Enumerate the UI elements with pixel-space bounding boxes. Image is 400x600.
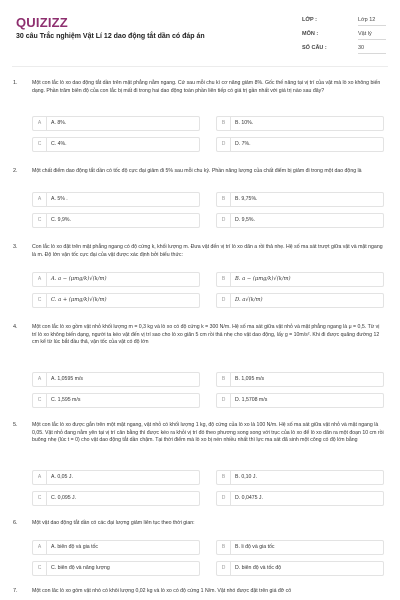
quizizz-logo: QUIZIZZ <box>16 15 68 30</box>
option-d[interactable]: D D. a√(k/m) <box>216 293 384 308</box>
option-a[interactable]: A A. a − (μmg/k)√(k/m) <box>32 272 200 287</box>
option-c[interactable]: C C. biên độ và năng lượng <box>32 561 200 576</box>
option-b[interactable]: B B. a − (μmg/k)√(k/m) <box>216 272 384 287</box>
question-text: Con lắc lò xo đặt trên mặt phẳng ngang có độ cứng k, khối lượng m. Đưa vật đến vị trí lò xo dãn a rồi thả nhẹ. Hệ số ma sát trượt giữa vật và mặt ngang là m. Độ lớn vận tốc cực đại của vật được xác định bởi biểu thức: <box>32 244 383 258</box>
meta-underline <box>358 53 386 54</box>
meta-count-value: 30 <box>358 45 365 51</box>
question-number: 3. <box>13 244 18 250</box>
option-a[interactable]: A A. 5% . <box>32 192 200 207</box>
question-number: 5. <box>13 422 18 428</box>
option-b[interactable]: B B. 10%. <box>216 116 384 131</box>
question-text: Một chất điểm dao động tắt dần có tốc độ cực đại giảm đi 5% sau mỗi chu kỳ. Phần năng lượng của chất điểm bị giảm đi trong một dao động là <box>32 168 362 174</box>
option-b[interactable]: B B. 0,10 J. <box>216 470 384 485</box>
question-number: 2. <box>13 168 18 174</box>
question-number: 6. <box>13 520 18 526</box>
worksheet-title: 30 câu Trắc nghiệm Vật Lí 12 dao động tắt dần có đáp án <box>16 33 205 40</box>
option-d[interactable]: D D. 7%. <box>216 137 384 152</box>
meta-class <box>302 14 386 26</box>
question-number: 1. <box>13 80 18 86</box>
question-text: Một con lắc lò xo được gắn trên một mặt ngang, vật nhỏ có khối lượng 1 kg, độ cứng của lò xo là 100 N/m. Hệ số ma sát giữa vật nhỏ và mặt ngang là 0,05. Vật nhỏ đang nằm yên tại vị trí cân bằng thì được kéo ra khỏi vị trí đó theo phương song song với trục của lò xo để lò xo dãn ra một đoạn 10 cm rồi buông nhẹ (lúc t = 0) cho vật dao động tắt dần chậm. Tại thời điểm mà lò xo bị nén nhiều nhất thì lực ma sát đã sinh một công có độ lớn bằng <box>32 422 384 444</box>
meta-subject <box>302 28 386 40</box>
option-c[interactable]: C C. a + (μmg/k)√(k/m) <box>32 293 200 308</box>
meta-count-label: SỐ CÂU : <box>302 45 327 51</box>
question-text: Một con lắc lò xo dao động tắt dần trên mặt phẳng nằm ngang. Cứ sau mỗi chu kì cơ năng giảm 8%. Gốc thế năng tại vị trí của vật mà lò xo không biến dạng. Phần trăm biên độ của con lắc bị mất đi trong hai dao động toàn phần liên tiếp có giá trị gần nhất với giá trị nào sau đây? <box>32 80 381 94</box>
meta-underline <box>358 39 386 40</box>
meta-subject-value: Vật lý <box>358 31 372 37</box>
question-number: 4. <box>13 324 18 330</box>
option-c[interactable]: C C. 1,595 m/s <box>32 393 200 408</box>
meta-class-label: LỚP : <box>302 17 317 23</box>
option-d[interactable]: D D. biên độ và tốc độ <box>216 561 384 576</box>
option-a[interactable]: A A. 1,0595 m/s <box>32 372 200 387</box>
question-text: Một con lắc lò xo gồm vật nhỏ khối lượng m = 0,3 kg và lò xo có độ cứng k = 300 N/m. Hệ số ma sát giữa vật nhỏ và mặt phẳng ngang là μ = 0,5. Từ vị trí lò xo không biến dạng, người ta kéo vật đến vị trí sao cho lò xo giãn 5 cm rồi thả nhẹ cho vật dao động, lấy g = 10m/s². Khi đi được quãng đường 12 cm kể từ lúc bắt đầu thả, vận tốc của vật có độ lớn <box>32 324 380 346</box>
option-b[interactable]: B B. 1,095 m/s <box>216 372 384 387</box>
option-c[interactable]: C C. 9,9%. <box>32 213 200 228</box>
option-d[interactable]: D D. 0,0475 J. <box>216 491 384 506</box>
meta-count <box>302 42 386 54</box>
option-b[interactable]: B B. 9,75%. <box>216 192 384 207</box>
question-text: Một con lắc lò xo gồm vật nhỏ có khối lượng 0,02 kg và lò xo có độ cứng 1 N/m. Vật nhỏ được đặt trên giá đỡ cố <box>32 588 292 594</box>
option-c[interactable]: C C. 4%. <box>32 137 200 152</box>
meta-subject-label: MÔN : <box>302 31 319 37</box>
option-d[interactable]: D D. 9,5%. <box>216 213 384 228</box>
meta-class-value: Lớp 12 <box>358 17 376 23</box>
option-b[interactable]: B B. li độ và gia tốc <box>216 540 384 555</box>
option-a[interactable]: A A. biên độ và gia tốc <box>32 540 200 555</box>
question-number: 7. <box>13 588 18 594</box>
option-a[interactable]: A A. 8%. <box>32 116 200 131</box>
worksheet-header <box>0 0 400 60</box>
question-text: Một vật dao động tắt dần có các đại lượng giảm liên tục theo thời gian: <box>32 520 195 526</box>
header-divider <box>12 66 388 67</box>
option-a[interactable]: A A. 0,05 J. <box>32 470 200 485</box>
meta-underline <box>358 25 386 26</box>
option-d[interactable]: D D. 1,5708 m/s <box>216 393 384 408</box>
option-c[interactable]: C C. 0,095 J. <box>32 491 200 506</box>
